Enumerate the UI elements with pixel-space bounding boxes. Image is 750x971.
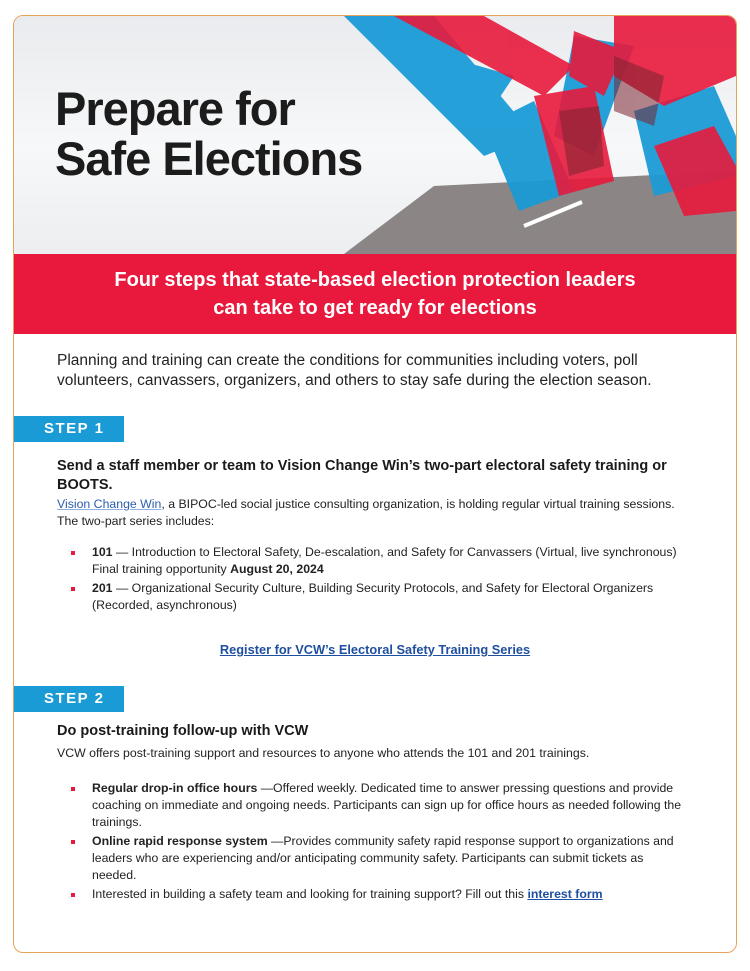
bullet-extra: Final training opportunity (92, 562, 231, 576)
list-item (71, 580, 691, 614)
bullet-text: —Provides community safety rapid response support to organizations and leaders who are experiencing and/or anticipating community safety. Participants can submit tickets as needed. (92, 834, 674, 882)
step-1-title: Send a staff member or team to Vision Change Win’s two-part electoral safety training or BOOTS. (57, 458, 667, 493)
title-line-2: Safe Elections (55, 132, 363, 185)
bullet-label: 101 (92, 545, 113, 559)
vision-change-win-link[interactable]: Vision Change Win (57, 497, 162, 511)
step-1-badge: STEP 1 (14, 416, 124, 442)
list-item (71, 886, 691, 903)
list-item (71, 780, 691, 831)
register-link-row (14, 642, 736, 657)
bullet-label: 201 (92, 581, 113, 595)
bullet-text: — Introduction to Electoral Safety, De-escalation, and Safety for Canvassers (Virtual, live synchronous) (112, 545, 677, 559)
step-2-badge: STEP 2 (14, 686, 124, 712)
banner-line-2: can take to get ready for elections (213, 297, 537, 319)
step-1-body (57, 496, 697, 530)
bullet-text: Interested in building a safety team and looking for training support? Fill out this (92, 887, 528, 901)
page-title (55, 84, 362, 184)
bullet-date: August 20, 2024 (230, 562, 324, 576)
subtitle-banner (14, 254, 736, 334)
step-1-body-text: , a BIPOC-led social justice consulting organization, is holding regular virtual training sessions. The two-part series includes: (57, 497, 675, 528)
step-2-body: VCW offers post-training support and resources to anyone who attends the 101 and 201 trainings. (57, 746, 590, 760)
bullet-text: — Organizational Security Culture, Building Security Protocols, and Safety for Electoral Organizers (Recorded, asynchronous) (92, 581, 654, 612)
list-item (71, 544, 691, 578)
bullet-label: Regular drop-in office hours (92, 781, 258, 795)
step-1-bullets (71, 544, 691, 616)
register-link[interactable]: Register for VCW’s Electoral Safety Training Series (219, 642, 531, 657)
intro-paragraph: Planning and training can create the conditions for communities including voters, poll volunteers, canvassers, organizers, and others to stay safe during the election season. (57, 352, 652, 389)
bullet-label: Online rapid response system (92, 834, 268, 848)
banner-line-1: Four steps that state-based election protection leaders (114, 269, 636, 291)
title-line-1: Prepare for (55, 82, 295, 135)
page-frame (13, 15, 737, 953)
step-2-title: Do post-training follow-up with VCW (57, 723, 309, 739)
interest-form-link[interactable]: interest form (527, 887, 603, 901)
bullet-text: —Offered weekly. Dedicated time to answer pressing questions and provide coaching on immediate and ongoing needs. Participants can sign up for office hours as needed following the trainings. (92, 781, 682, 829)
step-2-bullets (71, 780, 691, 905)
list-item (71, 833, 691, 884)
hero (14, 16, 736, 254)
